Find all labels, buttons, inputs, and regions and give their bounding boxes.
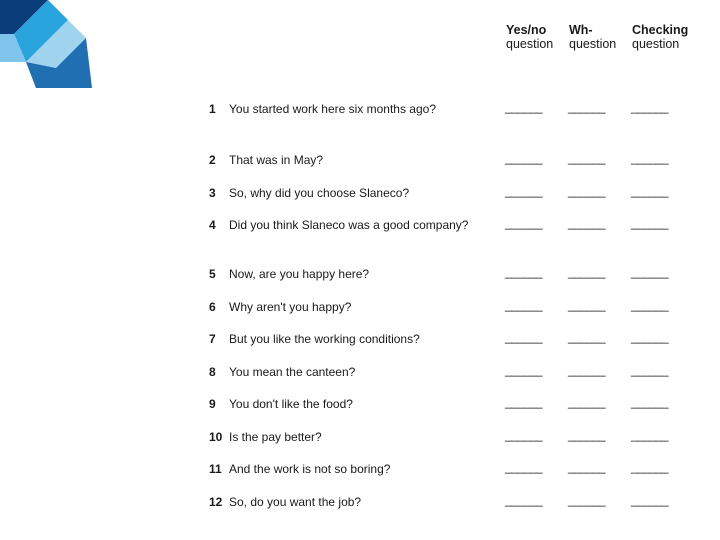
answer-blank-checking[interactable]: ______ [631,100,669,114]
brand-logo [0,0,95,90]
question-text: Why aren't you happy? [229,300,352,314]
question-row-5 [0,267,720,285]
answer-blank-wh[interactable]: ______ [568,216,606,230]
answer-blank-checking[interactable]: ______ [631,460,669,474]
column-header-wh [569,23,616,51]
question-row-7 [0,332,720,350]
answer-blank-yes-no[interactable]: ______ [505,216,543,230]
column-header-subtitle: question [506,37,554,51]
column-header-title: Wh- [569,23,593,37]
answer-blank-yes-no[interactable]: ______ [505,395,543,409]
answer-blank-yes-no[interactable]: ______ [505,493,543,507]
answer-blank-wh[interactable]: ______ [568,460,606,474]
question-text: And the work is not so boring? [229,462,391,476]
question-row-6 [0,300,720,318]
question-row-12 [0,495,720,513]
question-text: You don't like the food? [229,397,353,411]
question-row-8 [0,365,720,383]
answer-blank-yes-no[interactable]: ______ [505,100,543,114]
answer-blank-wh[interactable]: ______ [568,428,606,442]
answer-blank-wh[interactable]: ______ [568,363,606,377]
answer-blank-yes-no[interactable]: ______ [505,184,543,198]
answer-blank-checking[interactable]: ______ [631,151,669,165]
question-number: 7 [209,332,216,346]
answer-blank-yes-no[interactable]: ______ [505,363,543,377]
answer-blank-checking[interactable]: ______ [631,216,669,230]
column-header-title: Checking [632,23,689,37]
answer-blank-yes-no[interactable]: ______ [505,298,543,312]
answer-blank-yes-no[interactable]: ______ [505,428,543,442]
question-number: 11 [209,462,222,476]
answer-blank-yes-no[interactable]: ______ [505,460,543,474]
question-number: 10 [209,430,223,444]
answer-blank-wh[interactable]: ______ [568,100,606,114]
column-header-subtitle: question [569,37,617,51]
question-text: That was in May? [229,153,324,167]
answer-blank-checking[interactable]: ______ [631,428,669,442]
question-text: Is the pay better? [229,430,322,444]
question-number: 5 [209,267,216,281]
question-text: But you like the working conditions? [229,332,420,346]
answer-blank-checking[interactable]: ______ [631,330,669,344]
answer-blank-wh[interactable]: ______ [568,151,606,165]
question-row-11 [0,462,720,480]
answer-blank-checking[interactable]: ______ [631,184,669,198]
answer-blank-checking[interactable]: ______ [631,493,669,507]
question-row-3 [0,186,720,204]
column-header-title: Yes/no [506,23,547,37]
answer-blank-yes-no[interactable]: ______ [505,330,543,344]
answer-blank-yes-no[interactable]: ______ [505,265,543,279]
answer-blank-wh[interactable]: ______ [568,493,606,507]
question-number: 6 [209,300,216,314]
answer-blank-checking[interactable]: ______ [631,298,669,312]
question-number: 8 [209,365,216,379]
question-text: So, why did you choose Slaneco? [229,186,410,200]
question-text: You started work here six months ago? [229,102,437,116]
question-row-1 [0,102,720,120]
answer-blank-wh[interactable]: ______ [568,184,606,198]
answer-blank-wh[interactable]: ______ [568,395,606,409]
column-header-yes-no [506,23,553,51]
question-text: So, do you want the job? [229,495,362,509]
answer-blank-checking[interactable]: ______ [631,363,669,377]
answer-blank-checking[interactable]: ______ [631,265,669,279]
question-text: Did you think Slaneco was a good company? [229,218,469,232]
question-number: 12 [209,495,223,509]
question-number: 3 [209,186,216,200]
question-number: 1 [209,102,216,116]
question-number: 2 [209,153,216,167]
question-number: 4 [209,218,216,232]
column-header-checking [632,23,688,51]
question-row-9 [0,397,720,415]
answer-blank-yes-no[interactable]: ______ [505,151,543,165]
question-text: Now, are you happy here? [229,267,370,281]
answer-blank-wh[interactable]: ______ [568,330,606,344]
question-row-4 [0,218,720,236]
question-text: You mean the canteen? [229,365,356,379]
column-header-subtitle: question [632,37,680,51]
answer-blank-checking[interactable]: ______ [631,395,669,409]
question-row-10 [0,430,720,448]
question-number: 9 [209,397,216,411]
answer-blank-wh[interactable]: ______ [568,265,606,279]
answer-blank-wh[interactable]: ______ [568,298,606,312]
question-row-2 [0,153,720,171]
